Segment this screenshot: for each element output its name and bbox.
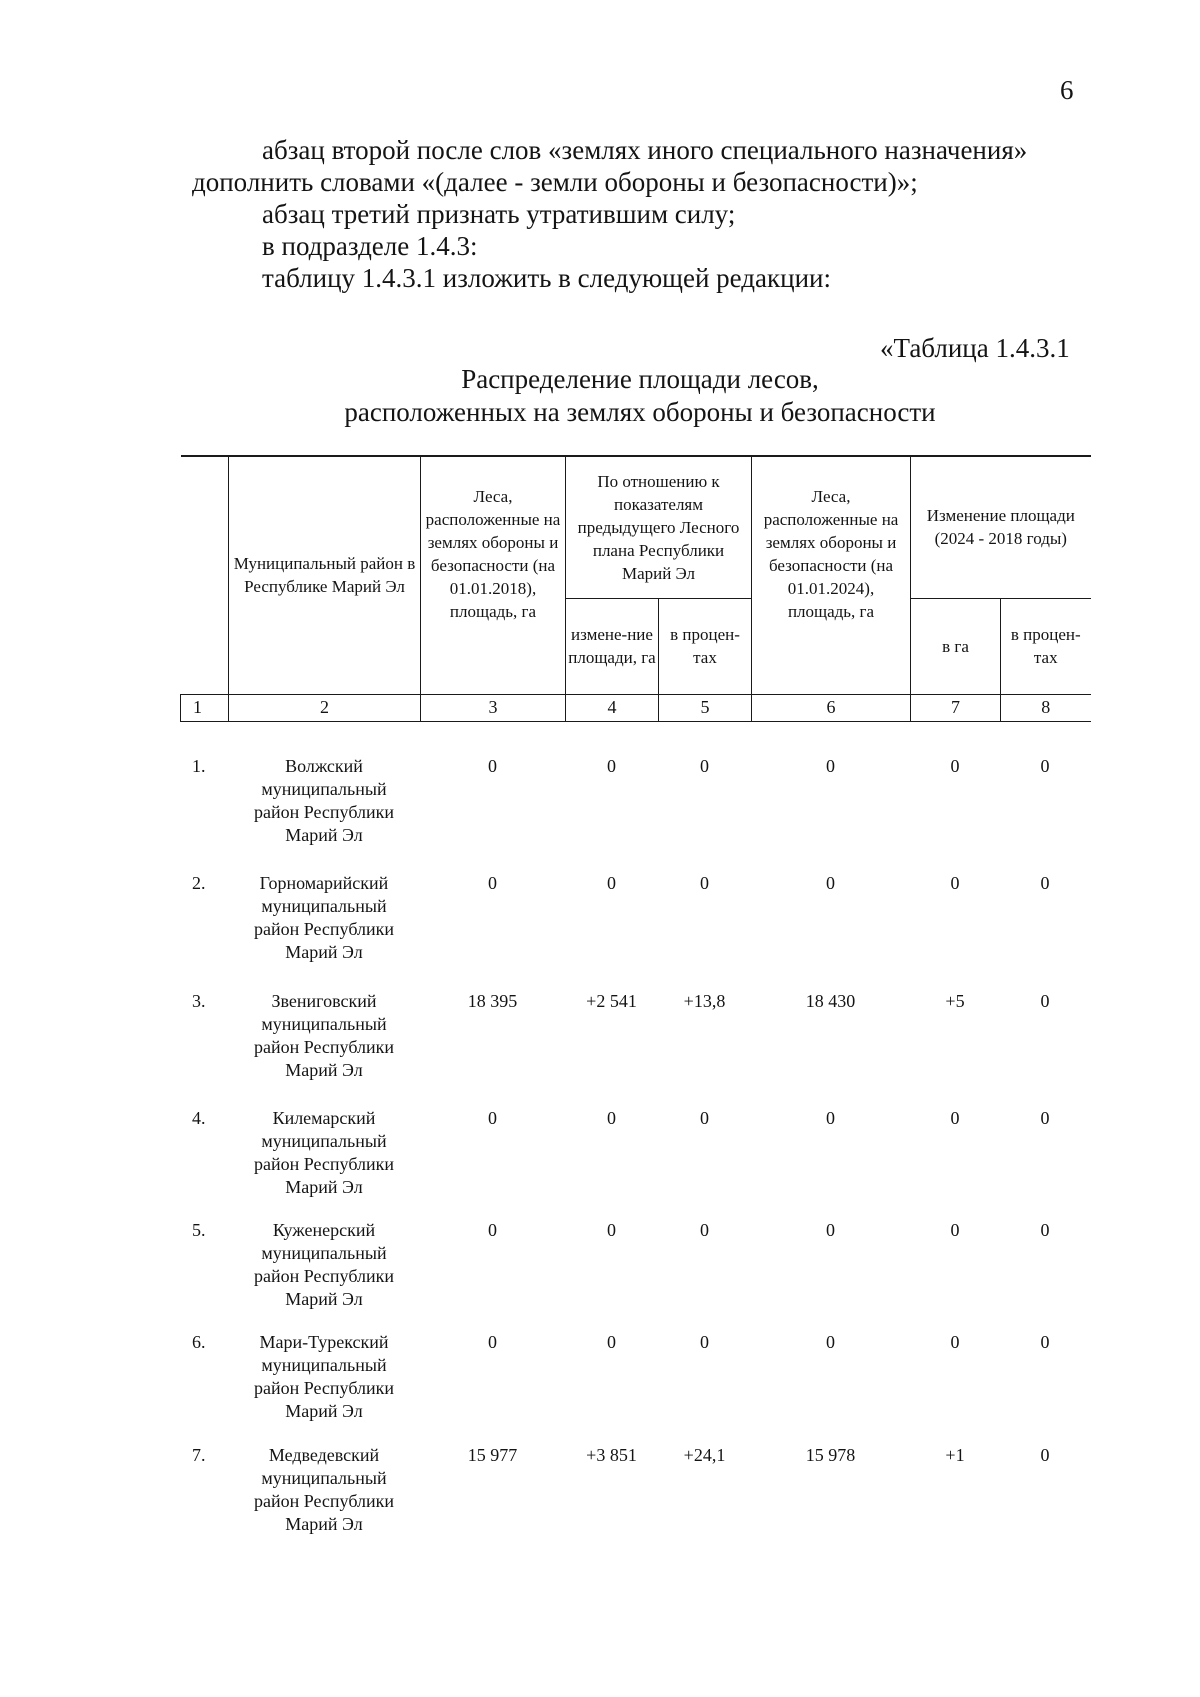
cell-forest-2018: 15 977 — [467, 1445, 518, 1465]
cell-forest-2024: 0 — [826, 1220, 835, 1240]
column-number-5: 5 — [659, 694, 752, 721]
cell-forest-2018: 18 395 — [467, 991, 518, 1011]
district-name-line: Куженерский — [272, 1220, 376, 1240]
cell-forest-2024: 18 430 — [805, 991, 856, 1011]
district-name-line: район Республики — [253, 1266, 395, 1286]
cell-change-area: +2 541 — [586, 991, 637, 1011]
cell-forest-2018: 0 — [488, 1108, 497, 1128]
header-relation-area: измене-ние площади, га — [566, 598, 659, 694]
header-change-ha: в га — [911, 598, 1001, 694]
district-name-line: район Республики — [253, 1154, 395, 1174]
cell-change-percent-total: 0 — [1040, 991, 1050, 1011]
cell-forest-2018: 0 — [488, 873, 497, 893]
cell-forest-2024: 0 — [826, 1332, 835, 1352]
header-number — [181, 456, 229, 694]
district-name-line: муниципальный — [261, 779, 387, 799]
row-number: 6. — [192, 1332, 206, 1352]
cell-forest-2024: 0 — [826, 1108, 835, 1128]
cell-change-ha: 0 — [950, 1220, 960, 1240]
district-name — [228, 1331, 420, 1423]
column-number-1: 1 — [181, 694, 229, 721]
table-header — [180, 455, 1091, 722]
cell-change-percent-total: 0 — [1040, 873, 1050, 893]
district-name-line: муниципальный — [261, 896, 387, 916]
table-title-line-2: расположенных на землях обороны и безопасности — [344, 397, 936, 427]
paragraph-2: дополнить словами «(далее - земли обороны и безопасности)»; — [192, 167, 918, 197]
district-name-line: Марий Эл — [285, 1177, 363, 1197]
table-label: «Таблица 1.4.3.1 — [880, 333, 1070, 363]
header-relation: По отношению к показателям предыдущего Лесного плана Республики Марий Эл — [566, 456, 752, 598]
cell-change-percent: 0 — [700, 1220, 709, 1240]
district-name-line: Звениговский — [271, 991, 377, 1011]
cell-change-percent: 0 — [700, 1108, 709, 1128]
header-relation-percent: в процен-тах — [659, 598, 752, 694]
paragraph-4: в подразделе 1.4.3: — [262, 231, 478, 261]
cell-change-ha: +1 — [945, 1445, 965, 1465]
cell-change-area: 0 — [607, 756, 616, 776]
district-name-line: Марий Эл — [285, 1289, 363, 1309]
table-title — [0, 363, 1200, 429]
district-name — [228, 755, 420, 847]
district-name-line: район Республики — [253, 1491, 395, 1511]
column-number-8: 8 — [1001, 694, 1091, 721]
district-name — [228, 1107, 420, 1199]
district-name — [228, 1444, 420, 1536]
row-number: 3. — [192, 991, 206, 1011]
district-name-line: муниципальный — [261, 1243, 387, 1263]
cell-change-ha: 0 — [950, 1332, 960, 1352]
cell-forest-2018: 0 — [488, 1220, 497, 1240]
cell-change-area: 0 — [607, 1220, 616, 1240]
district-name-line: Марий Эл — [285, 1514, 363, 1534]
paragraph-1: абзац второй после слов «землях иного специального назначения» — [262, 135, 1028, 165]
cell-change-area: 0 — [607, 1332, 616, 1352]
cell-change-percent: 0 — [700, 873, 709, 893]
district-name-line: Килемарский — [272, 1108, 376, 1128]
column-number-6: 6 — [752, 694, 911, 721]
row-number: 5. — [192, 1220, 206, 1240]
row-number: 7. — [192, 1445, 206, 1465]
district-name — [228, 872, 420, 964]
district-name-line: муниципальный — [261, 1131, 387, 1151]
table-title-line-1: Распределение площади лесов, — [461, 364, 819, 394]
district-name-line: район Республики — [253, 802, 395, 822]
district-name-line: муниципальный — [261, 1014, 387, 1034]
district-name-line: муниципальный — [261, 1355, 387, 1375]
district-name-line: район Республики — [253, 919, 395, 939]
row-number: 2. — [192, 873, 206, 893]
cell-change-percent-total: 0 — [1040, 1220, 1050, 1240]
column-number-2: 2 — [229, 694, 421, 721]
district-name-line: Мари-Турекский — [259, 1332, 389, 1352]
district-name-line: Медведевский — [268, 1445, 380, 1465]
district-name-line: Горномарийский — [259, 873, 389, 893]
cell-change-percent-total: 0 — [1040, 1445, 1050, 1465]
row-number: 4. — [192, 1108, 206, 1128]
row-number: 1. — [192, 756, 206, 776]
cell-forest-2024: 15 978 — [805, 1445, 856, 1465]
cell-change-ha: 0 — [950, 1108, 960, 1128]
cell-change-percent: 0 — [700, 1332, 709, 1352]
district-name — [228, 1219, 420, 1311]
cell-change-percent: +24,1 — [683, 1445, 726, 1465]
cell-forest-2018: 0 — [488, 756, 497, 776]
district-name-line: Марий Эл — [285, 1060, 363, 1080]
header-district: Муниципальный район в Республике Марий Эл — [229, 456, 421, 694]
cell-change-ha: 0 — [950, 873, 960, 893]
cell-change-percent: +13,8 — [683, 991, 726, 1011]
paragraph-3: абзац третий признать утратившим силу; — [262, 199, 736, 229]
cell-forest-2018: 0 — [488, 1332, 497, 1352]
paragraph-5: таблицу 1.4.3.1 изложить в следующей редакции: — [262, 263, 831, 293]
cell-change-area: 0 — [607, 1108, 616, 1128]
district-name-line: Волжский — [285, 756, 363, 776]
cell-change-area: +3 851 — [586, 1445, 637, 1465]
column-number-4: 4 — [566, 694, 659, 721]
cell-change-ha: 0 — [950, 756, 960, 776]
district-name-line: Марий Эл — [285, 942, 363, 962]
cell-change-percent-total: 0 — [1040, 1332, 1050, 1352]
district-name-line: Марий Эл — [285, 1401, 363, 1421]
cell-forest-2024: 0 — [826, 873, 835, 893]
page-number: 6 — [1060, 75, 1074, 105]
cell-change-percent: 0 — [700, 756, 709, 776]
header-change: Изменение площади (2024 - 2018 годы) — [911, 456, 1091, 598]
cell-change-area: 0 — [607, 873, 616, 893]
cell-change-percent-total: 0 — [1040, 756, 1050, 776]
header-change-percent: в процен-тах — [1001, 598, 1091, 694]
district-name-line: район Республики — [253, 1037, 395, 1057]
district-name-line: район Республики — [253, 1378, 395, 1398]
cell-change-percent-total: 0 — [1040, 1108, 1050, 1128]
cell-forest-2024: 0 — [826, 756, 835, 776]
district-name — [228, 990, 420, 1082]
cell-change-ha: +5 — [945, 991, 965, 1011]
header-forest-2024: Леса, расположенные на землях обороны и безопасности (на 01.01.2024), площадь, га — [752, 456, 911, 694]
district-name-line: Марий Эл — [285, 825, 363, 845]
header-forest-2018: Леса, расположенные на землях обороны и безопасности (на 01.01.2018), площадь, га — [421, 456, 566, 694]
district-name-line: муниципальный — [261, 1468, 387, 1488]
column-number-7: 7 — [911, 694, 1001, 721]
column-number-3: 3 — [421, 694, 566, 721]
